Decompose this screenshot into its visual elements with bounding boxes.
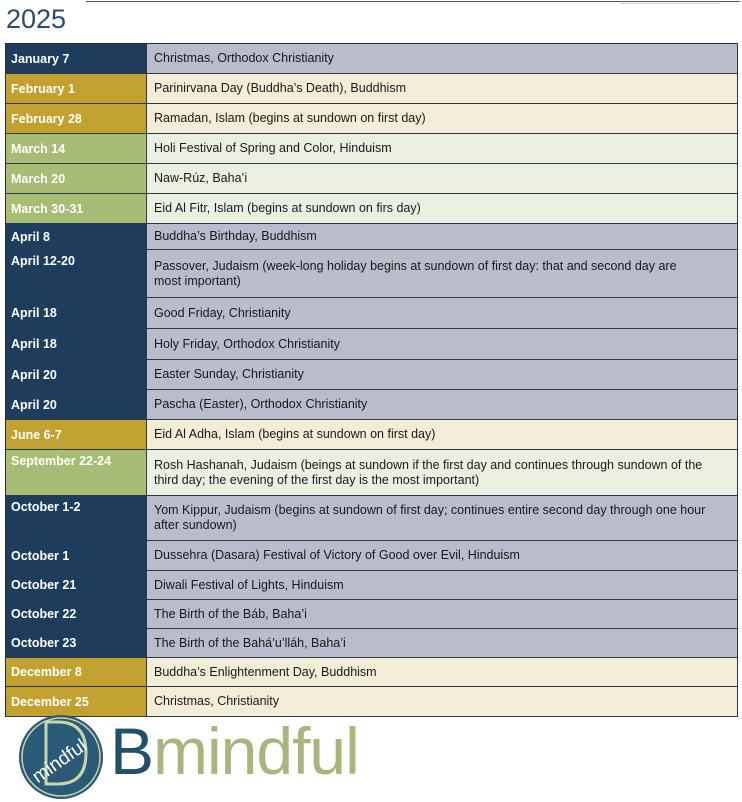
brand-mindful: mindful bbox=[153, 714, 359, 788]
holiday-date: April 20 bbox=[6, 390, 146, 419]
holiday-description: Eid Al Adha, Islam (begins at sundown on first day) bbox=[146, 420, 738, 449]
holiday-description: Diwali Festival of Lights, Hinduism bbox=[146, 571, 738, 599]
brand-wordmark bbox=[110, 716, 359, 786]
table-row bbox=[6, 541, 738, 571]
holiday-date: April 12-20 bbox=[6, 250, 146, 297]
table-row bbox=[6, 298, 738, 329]
table-row bbox=[6, 164, 738, 194]
table-row bbox=[6, 496, 738, 541]
holiday-date: April 18 bbox=[6, 298, 146, 328]
holiday-date: March 20 bbox=[6, 164, 146, 193]
holiday-table bbox=[5, 43, 738, 717]
holiday-date: April 8 bbox=[6, 224, 146, 249]
holiday-date: October 1-2 bbox=[6, 496, 146, 540]
page-title: 2025 bbox=[6, 4, 67, 34]
top-rule bbox=[86, 1, 740, 2]
holiday-date: October 1 bbox=[6, 541, 146, 570]
holiday-description: The Birth of the Bahá’u’lláh, Baha’i bbox=[146, 629, 738, 657]
holiday-date: April 20 bbox=[6, 360, 146, 389]
table-row bbox=[6, 224, 738, 250]
table-row bbox=[6, 250, 738, 298]
holiday-description: Holi Festival of Spring and Color, Hinduism bbox=[146, 134, 738, 163]
table-row bbox=[6, 390, 738, 420]
holiday-description: Ramadan, Islam (begins at sundown on first day) bbox=[146, 104, 738, 133]
holiday-description: Pascha (Easter), Orthodox Christianity bbox=[146, 390, 738, 419]
holiday-date: December 8 bbox=[6, 658, 146, 686]
holiday-date: January 7 bbox=[6, 44, 146, 73]
holiday-date: February 28 bbox=[6, 104, 146, 133]
holiday-date: April 18 bbox=[6, 329, 146, 359]
holiday-description: Easter Sunday, Christianity bbox=[146, 360, 738, 389]
table-row bbox=[6, 658, 738, 687]
table-row bbox=[6, 571, 738, 600]
holiday-description: Parinirvana Day (Buddha’s Death), Buddhism bbox=[146, 74, 738, 103]
holiday-date: December 25 bbox=[6, 687, 146, 716]
holiday-description: Naw-Rúz, Baha’i bbox=[146, 164, 738, 193]
table-row bbox=[6, 420, 738, 450]
holiday-date: March 30-31 bbox=[6, 194, 146, 223]
table-row bbox=[6, 194, 738, 224]
holiday-date: June 6-7 bbox=[6, 420, 146, 449]
holiday-description: Good Friday, Christianity bbox=[146, 298, 738, 328]
table-row bbox=[6, 687, 738, 717]
top-rule-shadow bbox=[620, 3, 720, 4]
holiday-description: Buddha’s Birthday, Buddhism bbox=[146, 224, 738, 249]
holiday-description: Holy Friday, Orthodox Christianity bbox=[146, 329, 738, 359]
holiday-description: Buddha’s Enlightenment Day, Buddhism bbox=[146, 658, 738, 686]
holiday-description: Christmas, Christianity bbox=[146, 687, 738, 716]
table-row bbox=[6, 74, 738, 104]
table-row bbox=[6, 329, 738, 360]
holiday-date: September 22-24 bbox=[6, 450, 146, 495]
holiday-date: October 21 bbox=[6, 571, 146, 599]
table-row bbox=[6, 104, 738, 134]
brand-b: B bbox=[110, 714, 154, 788]
table-row bbox=[6, 360, 738, 390]
bmindful-emblem-icon bbox=[16, 712, 106, 802]
emblem-text: mindful bbox=[28, 735, 91, 788]
table-row bbox=[6, 44, 738, 74]
table-row bbox=[6, 450, 738, 496]
holiday-description: Yom Kippur, Judaism (begins at sundown of first day; continues entire second day through one hour after sundown) bbox=[146, 496, 738, 540]
table-row bbox=[6, 600, 738, 629]
holiday-description: Passover, Judaism (week-long holiday begins at sundown of first day: that and second day are most important) bbox=[146, 250, 738, 297]
table-row bbox=[6, 134, 738, 164]
holiday-date: February 1 bbox=[6, 74, 146, 103]
holiday-description: Dussehra (Dasara) Festival of Victory of Good over Evil, Hinduism bbox=[146, 541, 738, 570]
holiday-date: October 22 bbox=[6, 600, 146, 628]
holiday-description: Rosh Hashanah, Judaism (beings at sundown if the first day and continues through sundown of the third day; the evening of the first day is the most important) bbox=[146, 450, 738, 495]
holiday-description: The Birth of the Báb, Baha’i bbox=[146, 600, 738, 628]
holiday-date: October 23 bbox=[6, 629, 146, 657]
table-row bbox=[6, 629, 738, 658]
holiday-description: Eid Al Fitr, Islam (begins at sundown on firs day) bbox=[146, 194, 738, 223]
holiday-date: March 14 bbox=[6, 134, 146, 163]
holiday-description: Christmas, Orthodox Christianity bbox=[146, 44, 738, 73]
